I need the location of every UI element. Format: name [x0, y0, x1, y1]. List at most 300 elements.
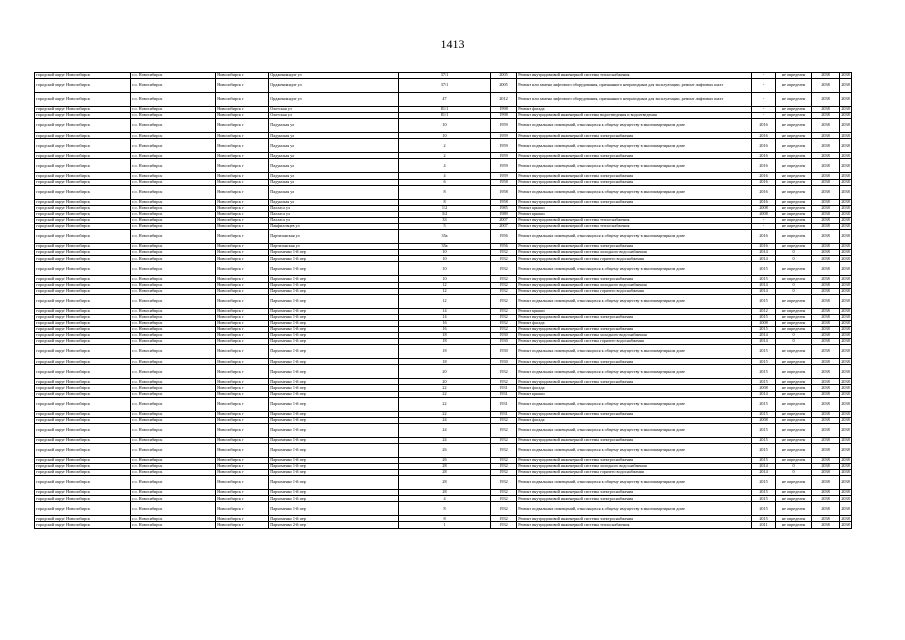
city-cell: Новосибирск г	[216, 339, 269, 345]
last-repair-year-cell: 2015	[752, 262, 776, 276]
plan-start-year-cell: 2038	[812, 107, 840, 113]
work-type-cell: Ремонт подвальных помещений, относящихся к общему имуществу в многоквартирном доме	[517, 230, 752, 244]
house-number-cell: 16	[399, 320, 491, 326]
city-cell: Новосибирск г	[216, 93, 269, 107]
year-built-cell: 1959	[491, 133, 517, 139]
last-repair-year-cell: -	[752, 224, 776, 230]
last-repair-year-cell: 2014	[752, 288, 776, 294]
plan-end-year-cell: 2038	[841, 384, 850, 390]
district-cell: г.о. Новосибирск	[131, 262, 216, 276]
table-body	[35, 73, 852, 529]
city-cell: Новосибирск г	[216, 443, 269, 457]
plan-start-year-cell: 2038	[812, 339, 840, 345]
house-number-cell: 24	[399, 423, 491, 437]
district-cell: г.о. Новосибирск	[131, 294, 216, 308]
house-number-cell: 8	[399, 199, 491, 205]
city-cell: Новосибирск г	[216, 397, 269, 411]
last-repair-year-cell: 2016	[752, 153, 776, 159]
street-cell: Пархоменко 1-й пер	[269, 423, 399, 437]
street-cell: Пархоменко 1-й пер	[269, 437, 399, 443]
year-built-cell: 1932	[491, 365, 517, 379]
plan-end-year-cell: 2038	[841, 152, 850, 158]
plan-end-year-cell: 2038	[841, 112, 850, 118]
last-repair-year-cell: 2015	[752, 443, 776, 457]
cost-cell: не определен	[776, 308, 812, 314]
plan-end-year-cell: 2038	[841, 223, 850, 229]
work-type-cell: Ремонт внутридомовой инженерной системы горячего водоснабжения	[517, 256, 752, 262]
last-repair-year-cell: 2015	[752, 345, 776, 359]
district-cell: г.о. Новосибирск	[131, 276, 216, 282]
municipality-cell: городской округ Новосибирск	[35, 211, 131, 217]
municipality-cell: городской округ Новосибирск	[35, 217, 131, 223]
street-cell: Пархоменко 1-й пер	[269, 282, 399, 288]
plan-end-year-cell: 2038	[841, 255, 850, 261]
plan-end-year-cell: 2038	[840, 262, 852, 276]
year-built-cell: 1989	[491, 211, 517, 217]
work-type-cell: Ремонт фасада	[517, 107, 752, 113]
work-type-cell: Ремонт внутридомовой инженерной системы электроснабжения	[517, 437, 752, 443]
house-number-cell: 2	[399, 139, 491, 153]
house-number-cell: 24	[399, 437, 491, 443]
district-cell: г.о. Новосибирск	[131, 365, 216, 379]
cost-cell: не определен	[776, 496, 812, 502]
plan-end-year-cell: 2038	[840, 365, 852, 379]
street-cell: Пархоменко 1-й пер	[269, 490, 399, 496]
plan-start-year-cell: 2038	[812, 294, 840, 308]
last-repair-year-cell: 2016	[752, 173, 776, 179]
municipality-cell: городской округ Новосибирск	[35, 276, 131, 282]
district-cell: г.о. Новосибирск	[131, 113, 216, 119]
house-number-cell: 6	[399, 179, 491, 185]
last-repair-year-cell: 2016	[752, 185, 776, 199]
house-number-cell: 22	[399, 385, 491, 391]
street-cell: Пархоменко 1-й пер	[269, 476, 399, 490]
plan-start-year-cell: 2038	[812, 73, 840, 79]
year-built-cell: 1932	[491, 288, 517, 294]
page-number: 1413	[440, 37, 465, 51]
house-number-cell: 22	[399, 397, 491, 411]
plan-end-year-cell: 2038	[841, 338, 850, 344]
last-repair-year-cell: 2015	[752, 379, 776, 385]
street-cell: Охотская ул	[269, 107, 399, 113]
year-built-cell: 2005	[491, 79, 517, 93]
repair-schedule-table	[34, 72, 852, 529]
plan-end-year-cell: 2038	[841, 358, 850, 364]
plan-end-year-cell: 2038	[840, 397, 852, 411]
cost-cell: не определен	[776, 153, 812, 159]
plan-end-year-cell: 2038	[841, 469, 850, 475]
house-number-cell: 35а	[399, 244, 491, 250]
plan-end-year-cell: 2038	[840, 139, 852, 153]
city-cell: Новосибирск г	[216, 199, 269, 205]
street-cell: Падунская ул	[269, 119, 399, 133]
cost-cell: не определен	[776, 345, 812, 359]
plan-start-year-cell: 2038	[812, 308, 840, 314]
district-cell: г.о. Новосибирск	[131, 457, 216, 463]
street-cell: Падунская ул	[269, 139, 399, 153]
plan-start-year-cell: 2038	[812, 464, 840, 470]
house-number-cell: 35а	[399, 230, 491, 244]
last-repair-year-cell: 2015	[752, 411, 776, 417]
work-type-cell: Ремонт подвальных помещений, относящихся к общему имуществу в многоквартирном доме	[517, 119, 752, 133]
district-cell: г.о. Новосибирск	[131, 333, 216, 339]
street-cell: Пархоменко 1-й пер	[269, 470, 399, 476]
municipality-cell: городской округ Новосибирск	[35, 205, 131, 211]
house-number-cell: 18	[399, 345, 491, 359]
house-number-cell: 28	[399, 464, 491, 470]
house-number-cell: 10	[399, 133, 491, 139]
year-built-cell: 1932	[491, 496, 517, 502]
house-number-cell: 81/1	[399, 107, 491, 113]
plan-start-year-cell: 2038	[812, 411, 840, 417]
work-type-cell: Ремонт внутридомовой инженерной системы теплоснабжения	[517, 224, 752, 230]
plan-start-year-cell: 2038	[812, 205, 840, 211]
district-cell: г.о. Новосибирск	[131, 359, 216, 365]
year-built-cell: 1931	[491, 385, 517, 391]
work-type-cell: Ремонт внутридомовой инженерной системы электроснабжения	[517, 379, 752, 385]
municipality-cell: городской округ Новосибирск	[35, 516, 131, 522]
plan-end-year-cell: 2038	[840, 119, 852, 133]
plan-end-year-cell: 2038	[840, 423, 852, 437]
cost-cell: не определен	[776, 139, 812, 153]
street-cell: Пархоменко 1-й пер	[269, 443, 399, 457]
cost-cell: не определен	[776, 179, 812, 185]
district-cell: г.о. Новосибирск	[131, 79, 216, 93]
plan-start-year-cell: 2038	[812, 133, 840, 139]
work-type-cell: Ремонт внутридомовой инженерной системы электроснабжения	[517, 516, 752, 522]
plan-start-year-cell: 2038	[812, 179, 840, 185]
plan-start-year-cell: 2038	[812, 282, 840, 288]
plan-end-year-cell: 2038	[841, 205, 850, 210]
year-built-cell: 1932	[491, 522, 517, 528]
cost-cell: не определен	[776, 185, 812, 199]
city-cell: Новосибирск г	[216, 496, 269, 502]
house-number-cell: 10	[399, 262, 491, 276]
last-repair-year-cell: 2008	[752, 417, 776, 423]
municipality-cell: городской округ Новосибирск	[35, 308, 131, 314]
city-cell: Новосибирск г	[216, 107, 269, 113]
work-type-cell: Ремонт внутридомовой инженерной системы горячего водоснабжения	[517, 339, 752, 345]
street-cell: Пархоменко 1-й пер	[269, 250, 399, 256]
plan-start-year-cell: 2038	[812, 496, 840, 502]
street-cell: Пархоменко 1-й пер	[269, 294, 399, 308]
city-cell: Новосибирск г	[216, 457, 269, 463]
last-repair-year-cell: 2016	[752, 199, 776, 205]
house-number-cell: 18	[399, 359, 491, 365]
municipality-cell: городской округ Новосибирск	[35, 443, 131, 457]
year-built-cell: 1932	[491, 326, 517, 332]
cost-cell: не определен	[776, 211, 812, 217]
last-repair-year-cell: -	[752, 107, 776, 113]
year-built-cell: 1931	[491, 397, 517, 411]
last-repair-year-cell: -	[752, 93, 776, 107]
district-cell: г.о. Новосибирск	[131, 490, 216, 496]
municipality-cell: городской округ Новосибирск	[35, 470, 131, 476]
city-cell: Новосибирск г	[216, 314, 269, 320]
municipality-cell: городской округ Новосибирск	[35, 93, 131, 107]
district-cell: г.о. Новосибирск	[131, 379, 216, 385]
city-cell: Новосибирск г	[216, 217, 269, 223]
cost-cell: не определен	[776, 397, 812, 411]
district-cell: г.о. Новосибирск	[131, 385, 216, 391]
cost-cell: не определен	[776, 173, 812, 179]
municipality-cell: городской округ Новосибирск	[35, 496, 131, 502]
plan-start-year-cell: 2038	[812, 490, 840, 496]
plan-start-year-cell: 2038	[812, 359, 840, 365]
street-cell: Пархоменко 1-й пер	[269, 516, 399, 522]
last-repair-year-cell: 2015	[752, 294, 776, 308]
last-repair-year-cell: 2008	[752, 211, 776, 217]
house-number-cell: 4	[399, 173, 491, 179]
house-number-cell: 3/2	[399, 211, 491, 217]
city-cell: Новосибирск г	[216, 79, 269, 93]
year-built-cell: 1959	[491, 139, 517, 153]
city-cell: Новосибирск г	[216, 464, 269, 470]
last-repair-year-cell: 2008	[752, 385, 776, 391]
year-built-cell: 1956	[491, 230, 517, 244]
cost-cell: 0	[776, 250, 812, 256]
plan-end-year-cell: 2038	[841, 521, 850, 527]
district-cell: г.о. Новосибирск	[131, 423, 216, 437]
municipality-cell: городской округ Новосибирск	[35, 230, 131, 244]
plan-end-year-cell: 2038	[840, 93, 852, 107]
municipality-cell: городской округ Новосибирск	[35, 397, 131, 411]
plan-start-year-cell: 2038	[812, 256, 840, 262]
year-built-cell: 1932	[491, 490, 517, 496]
year-built-cell: 1932	[491, 314, 517, 320]
district-cell: г.о. Новосибирск	[131, 244, 216, 250]
district-cell: г.о. Новосибирск	[131, 320, 216, 326]
city-cell: Новосибирск г	[216, 282, 269, 288]
house-number-cell: 2	[399, 153, 491, 159]
last-repair-year-cell: 2016	[752, 159, 776, 173]
year-built-cell: 1932	[491, 276, 517, 282]
plan-start-year-cell: 2038	[812, 379, 840, 385]
cost-cell: не определен	[776, 391, 812, 397]
cost-cell: не определен	[776, 423, 812, 437]
city-cell: Новосибирск г	[216, 391, 269, 397]
work-type-cell: Ремонт внутридомовой инженерной системы теплоснабжения	[517, 522, 752, 528]
district-cell: г.о. Новосибирск	[131, 437, 216, 443]
street-cell: Пархоменко 1-й пер	[269, 379, 399, 385]
district-cell: г.о. Новосибирск	[131, 199, 216, 205]
plan-start-year-cell: 2038	[812, 230, 840, 244]
work-type-cell: Ремонт внутридомовой инженерной системы электроснабжения	[517, 457, 752, 463]
last-repair-year-cell: -	[752, 217, 776, 223]
cost-cell: не определен	[776, 93, 812, 107]
city-cell: Новосибирск г	[216, 262, 269, 276]
street-cell: Партизанская ул	[269, 230, 399, 244]
year-built-cell: 1985	[491, 205, 517, 211]
cost-cell: 0	[776, 282, 812, 288]
cost-cell: не определен	[776, 365, 812, 379]
year-built-cell: 1932	[491, 282, 517, 288]
cost-cell: 0	[776, 256, 812, 262]
year-built-cell: 1932	[491, 256, 517, 262]
city-cell: Новосибирск г	[216, 476, 269, 490]
plan-end-year-cell: 2038	[841, 288, 850, 293]
street-cell: Падунская ул	[269, 153, 399, 159]
house-number-cell: 12	[399, 288, 491, 294]
municipality-cell: городской округ Новосибирск	[35, 185, 131, 199]
district-cell: г.о. Новосибирск	[131, 476, 216, 490]
plan-start-year-cell: 2038	[812, 185, 840, 199]
year-built-cell: 1931	[491, 391, 517, 397]
city-cell: Новосибирск г	[216, 423, 269, 437]
last-repair-year-cell: -	[752, 79, 776, 93]
city-cell: Новосибирск г	[216, 244, 269, 250]
street-cell: Пархоменко 1-й пер	[269, 339, 399, 345]
house-number-cell: 81/1	[399, 113, 491, 119]
work-type-cell: Ремонт крыши	[517, 211, 752, 217]
plan-end-year-cell: 2038	[841, 391, 850, 396]
year-built-cell: 1958	[491, 179, 517, 185]
last-repair-year-cell: -	[752, 113, 776, 119]
municipality-cell: городской округ Новосибирск	[35, 423, 131, 437]
plan-start-year-cell: 2038	[812, 288, 840, 294]
city-cell: Новосибирск г	[216, 320, 269, 326]
street-cell: Пархоменко 1-й пер	[269, 365, 399, 379]
table-row	[35, 93, 852, 107]
plan-start-year-cell: 2038	[812, 333, 840, 339]
street-cell: Пархоменко 1-й пер	[269, 345, 399, 359]
district-cell: г.о. Новосибирск	[131, 391, 216, 397]
plan-start-year-cell: 2038	[812, 199, 840, 205]
plan-end-year-cell: 2038	[841, 282, 850, 287]
city-cell: Новосибирск г	[216, 230, 269, 244]
street-cell: Ордженикидзе ул	[269, 93, 399, 107]
city-cell: Новосибирск г	[216, 250, 269, 256]
cost-cell: 0	[776, 288, 812, 294]
cost-cell: не определен	[776, 385, 812, 391]
cost-cell: не определен	[776, 411, 812, 417]
cost-cell: не определен	[776, 276, 812, 282]
district-cell: г.о. Новосибирск	[131, 159, 216, 173]
street-cell: Падунская ул	[269, 179, 399, 185]
plan-start-year-cell: 2038	[812, 93, 840, 107]
work-type-cell: Ремонт внутридомовой инженерной системы водоотведения и водоотведения	[517, 113, 752, 119]
district-cell: г.о. Новосибирск	[131, 224, 216, 230]
last-repair-year-cell: 2015	[752, 457, 776, 463]
table-row	[35, 119, 852, 133]
district-cell: г.о. Новосибирск	[131, 522, 216, 528]
year-built-cell: 1932	[491, 470, 517, 476]
district-cell: г.о. Новосибирск	[131, 502, 216, 516]
work-type-cell: Ремонт подвальных помещений, относящихся к общему имуществу в многоквартирном доме	[517, 502, 752, 516]
last-repair-year-cell: 2014	[752, 391, 776, 397]
year-built-cell: 2007	[491, 224, 517, 230]
last-repair-year-cell: 2015	[752, 437, 776, 443]
plan-end-year-cell: 2038	[841, 243, 850, 249]
plan-end-year-cell: 2038	[841, 132, 850, 138]
plan-end-year-cell: 2038	[841, 463, 850, 469]
plan-end-year-cell: 2038	[841, 275, 850, 281]
cost-cell: не определен	[776, 217, 812, 223]
street-cell: Пархоменко 1-й пер	[269, 314, 399, 320]
work-type-cell: Ремонт подвальных помещений, относящихся к общему имуществу в многоквартирном доме	[517, 294, 752, 308]
year-built-cell: 1959	[491, 119, 517, 133]
year-built-cell: 1930	[491, 359, 517, 365]
municipality-cell: городской округ Новосибирск	[35, 73, 131, 79]
municipality-cell: городской округ Новосибирск	[35, 282, 131, 288]
work-type-cell: Ремонт крыши	[517, 205, 752, 211]
municipality-cell: городской округ Новосибирск	[35, 133, 131, 139]
city-cell: Новосибирск г	[216, 294, 269, 308]
last-repair-year-cell: 2016	[752, 133, 776, 139]
last-repair-year-cell: 2016	[752, 139, 776, 153]
year-built-cell: 1932	[491, 250, 517, 256]
municipality-cell: городской округ Новосибирск	[35, 113, 131, 119]
municipality-cell: городской округ Новосибирск	[35, 411, 131, 417]
district-cell: г.о. Новосибирск	[131, 282, 216, 288]
last-repair-year-cell: 2008	[752, 320, 776, 326]
work-type-cell: Ремонт подвальных помещений, относящихся к общему имуществу в многоквартирном доме	[517, 159, 752, 173]
table-row	[35, 294, 852, 308]
street-cell: Пархоменко 1-й пер	[269, 288, 399, 294]
district-cell: г.о. Новосибирск	[131, 133, 216, 139]
work-type-cell: Ремонт или замена лифтового оборудования, признанного непригодным для эксплуатации, ремонт лифтовых шахт	[517, 93, 752, 107]
district-cell: г.о. Новосибирск	[131, 153, 216, 159]
street-cell: Пархоменко 1-й пер	[269, 464, 399, 470]
last-repair-year-cell: 2016	[752, 230, 776, 244]
table-row	[35, 476, 852, 490]
city-cell: Новосибирск г	[216, 385, 269, 391]
plan-start-year-cell: 2038	[812, 153, 840, 159]
work-type-cell: Ремонт внутридомовой инженерной системы электроснабжения	[517, 276, 752, 282]
plan-start-year-cell: 2038	[812, 397, 840, 411]
district-cell: г.о. Новосибирск	[131, 314, 216, 320]
year-built-cell: 1959	[491, 159, 517, 173]
plan-end-year-cell: 2038	[841, 495, 850, 501]
work-type-cell: Ремонт внутридомовой инженерной системы горячего водоснабжения	[517, 288, 752, 294]
plan-start-year-cell: 2038	[812, 250, 840, 256]
district-cell: г.о. Новосибирск	[131, 411, 216, 417]
cost-cell: не определен	[776, 244, 812, 250]
municipality-cell: городской округ Новосибирск	[35, 417, 131, 423]
cost-cell: не определен	[776, 457, 812, 463]
plan-start-year-cell: 2038	[812, 522, 840, 528]
work-type-cell: Ремонт фасада	[517, 417, 752, 423]
year-built-cell: 1932	[491, 262, 517, 276]
city-cell: Новосибирск г	[216, 502, 269, 516]
plan-start-year-cell: 2038	[812, 113, 840, 119]
cost-cell: не определен	[776, 113, 812, 119]
street-cell: Палласа ул	[269, 205, 399, 211]
house-number-cell: 28	[399, 470, 491, 476]
plan-start-year-cell: 2038	[812, 470, 840, 476]
house-number-cell: 5	[399, 224, 491, 230]
work-type-cell: Ремонт внутридомовой инженерной системы электроснабжения	[517, 496, 752, 502]
plan-start-year-cell: 2038	[812, 159, 840, 173]
district-cell: г.о. Новосибирск	[131, 250, 216, 256]
plan-start-year-cell: 2038	[812, 262, 840, 276]
house-number-cell: 8	[399, 516, 491, 522]
house-number-cell: 10	[399, 119, 491, 133]
plan-start-year-cell: 2038	[812, 326, 840, 332]
last-repair-year-cell: 2015	[752, 365, 776, 379]
municipality-cell: городской округ Новосибирск	[35, 250, 131, 256]
plan-end-year-cell: 2038	[840, 345, 852, 359]
district-cell: г.о. Новосибирск	[131, 205, 216, 211]
house-number-cell: 26	[399, 443, 491, 457]
year-built-cell: 1932	[491, 516, 517, 522]
district-cell: г.о. Новосибирск	[131, 470, 216, 476]
year-built-cell: 1932	[491, 417, 517, 423]
plan-end-year-cell: 2038	[841, 326, 850, 332]
street-cell: Пархоменко 1-й пер	[269, 391, 399, 397]
municipality-cell: городской округ Новосибирск	[35, 314, 131, 320]
street-cell: Партизанская ул	[269, 244, 399, 250]
